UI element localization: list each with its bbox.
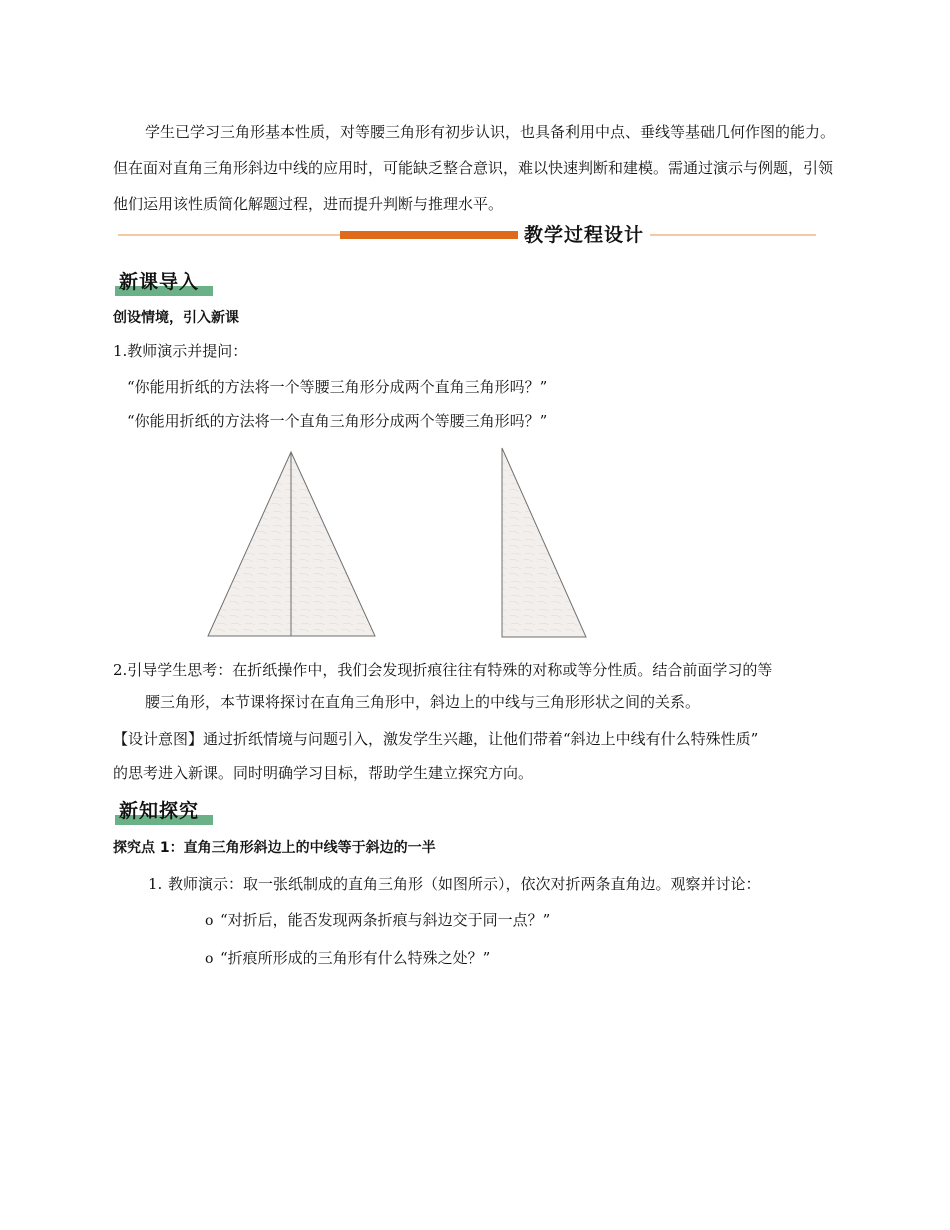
tag-new-knowledge bbox=[115, 797, 215, 827]
tag-label: 新知探究 bbox=[119, 800, 200, 822]
item1-text: 教师演示：取一张纸制成的直角三角形（如图所示），依次对折两条直角边。观察并讨论： bbox=[168, 875, 761, 893]
tag-label: 新课导入 bbox=[119, 271, 200, 293]
section1-heading: 创设情境，引入新课 bbox=[113, 310, 239, 326]
banner-bar-left bbox=[340, 231, 520, 239]
sub-question-1: “对折后，能否发现两条折痕与斜边交于同一点？” bbox=[220, 911, 551, 929]
step2-line2: 腰三角形，本节课将探讨在直角三角形中，斜边上的中线与三角形形状之间的关系。 bbox=[145, 693, 701, 711]
design-intent-line1: 【设计意图】通过折纸情境与问题引入，激发学生兴趣，让他们带着“斜边上中线有什么特殊性质” bbox=[113, 730, 759, 748]
section-banner bbox=[118, 222, 816, 248]
question-1: “你能用折纸的方法将一个等腰三角形分成两个直角三角形吗？” bbox=[127, 378, 548, 396]
intro-paragraph: 学生已学习三角形基本性质，对等腰三角形有初步认识，也具备利用中点、垂线等基础几何作图的能力。但在面对直角三角形斜边中线的应用时，可能缺乏整合意识，难以快速判断和建模。需通过演示与例题，引领他们运用该性质简化解题过程，进而提升判断与推理水平。 bbox=[113, 123, 836, 213]
bullet-circle: o bbox=[205, 951, 214, 967]
tag-new-lesson bbox=[115, 268, 215, 298]
banner-title: 教学过程设计 bbox=[518, 222, 650, 248]
section2-heading: 探究点 1：直角三角形斜边上的中线等于斜边的一半 bbox=[113, 840, 436, 856]
banner-line-left bbox=[118, 234, 340, 236]
question-2: “你能用折纸的方法将一个直角三角形分成两个等腰三角形吗？” bbox=[127, 412, 548, 430]
bullet-circle: o bbox=[205, 913, 214, 929]
sub-question-2: “折痕所形成的三角形有什么特殊之处？” bbox=[220, 949, 491, 967]
item1-number: 1. bbox=[148, 875, 163, 893]
triangles-figure bbox=[200, 445, 600, 645]
design-intent-line2: 的思考进入新课。同时明确学习目标，帮助学生建立探究方向。 bbox=[113, 764, 534, 782]
step2-line1: 2.引导学生思考：在折纸操作中，我们会发现折痕往往有特殊的对称或等分性质。结合前面学习的等 bbox=[113, 661, 773, 679]
right-triangle bbox=[502, 448, 586, 637]
step1: 1.教师演示并提问： bbox=[113, 342, 248, 360]
